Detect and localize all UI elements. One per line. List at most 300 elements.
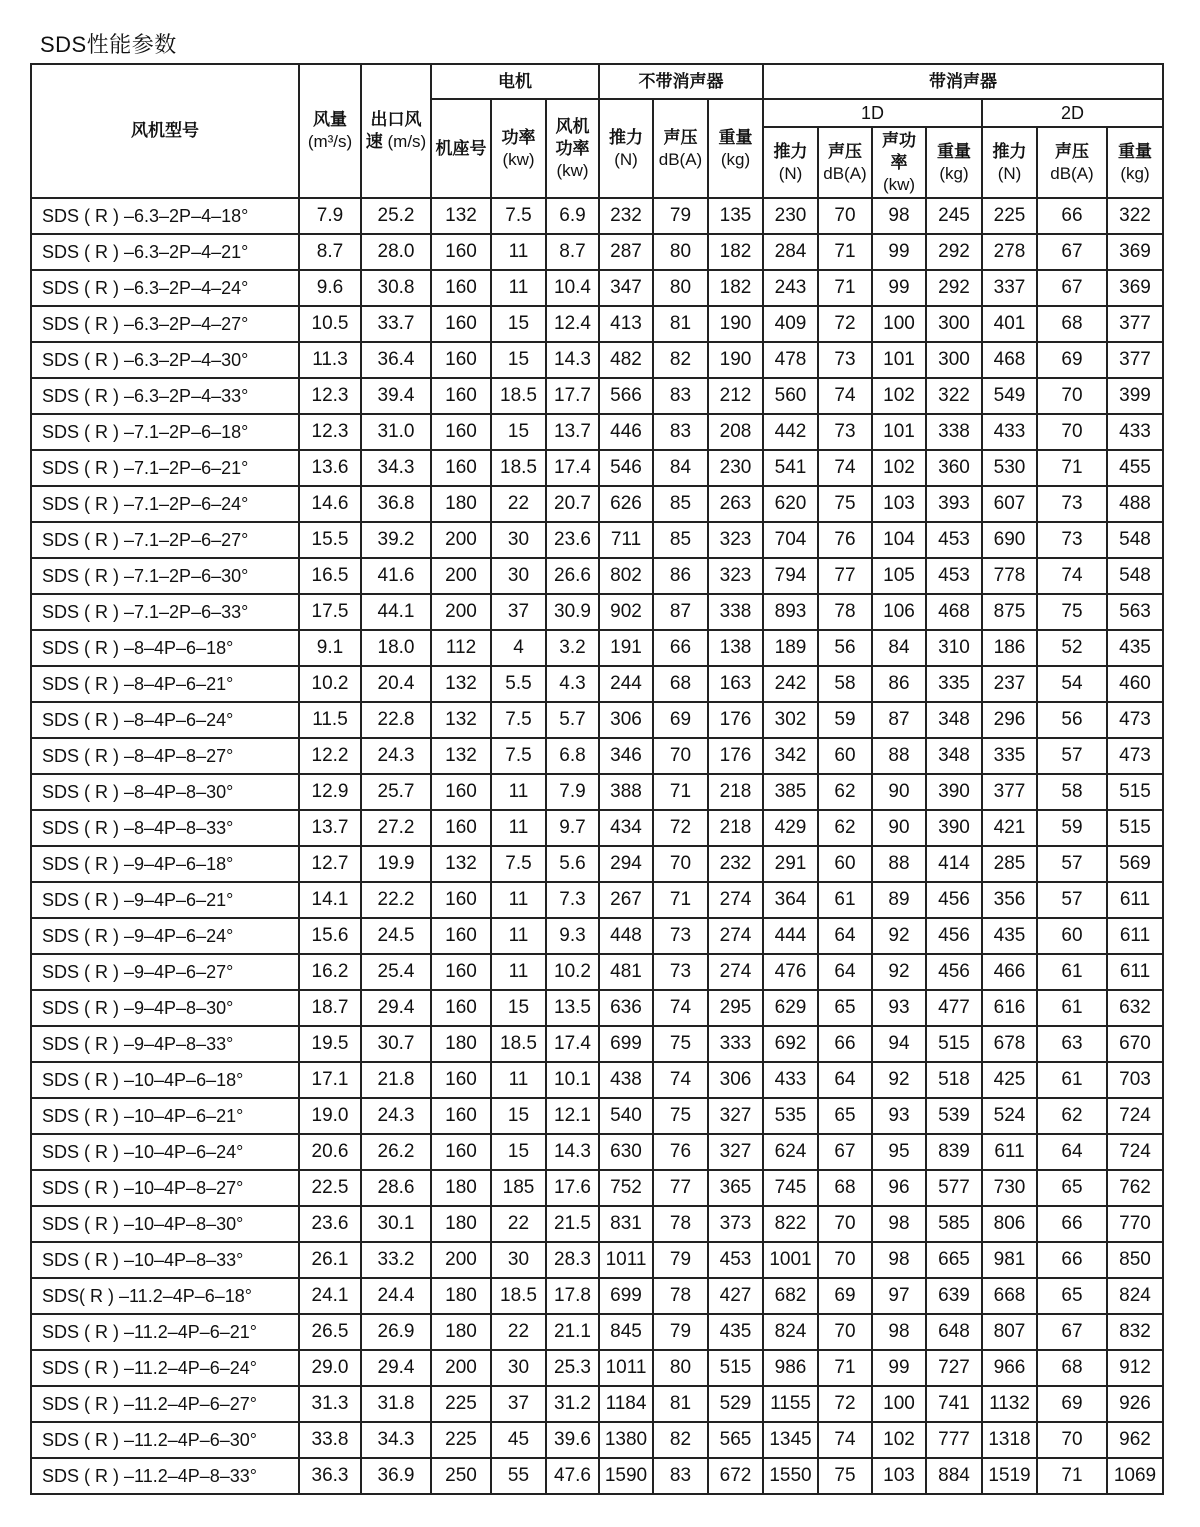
cell-ns-thrust: 346 <box>599 738 653 774</box>
cell-1d-thrust: 1345 <box>763 1422 818 1458</box>
cell-ns-spl: 70 <box>653 846 708 882</box>
cell-motor-frame: 160 <box>431 990 491 1026</box>
cell-ns-spl: 69 <box>653 702 708 738</box>
cell-ns-spl: 80 <box>653 1350 708 1386</box>
cell-fan-power: 30.9 <box>546 594 599 630</box>
cell-1d-swl: 93 <box>872 990 926 1026</box>
cell-1d-spl: 65 <box>818 1098 872 1134</box>
header-motor-power: 功率 (kw) <box>491 99 546 198</box>
cell-fan-power: 4.3 <box>546 666 599 702</box>
cell-2d-thrust: 377 <box>982 774 1037 810</box>
cell-1d-weight: 310 <box>926 630 982 666</box>
cell-motor-power: 11 <box>491 954 546 990</box>
cell-fan-power: 39.6 <box>546 1422 599 1458</box>
cell-ns-thrust: 1184 <box>599 1386 653 1422</box>
cell-model: SDS ( R ) –6.3–2P–4–27° <box>31 306 299 342</box>
cell-1d-swl: 102 <box>872 378 926 414</box>
cell-airflow: 15.6 <box>299 918 361 954</box>
cell-model: SDS ( R ) –6.3–2P–4–18° <box>31 198 299 234</box>
cell-airflow: 7.9 <box>299 198 361 234</box>
cell-2d-thrust: 778 <box>982 558 1037 594</box>
cell-1d-thrust: 629 <box>763 990 818 1026</box>
cell-outlet-speed: 31.8 <box>361 1386 431 1422</box>
cell-1d-spl: 62 <box>818 810 872 846</box>
cell-2d-weight: 369 <box>1107 234 1163 270</box>
cell-1d-spl: 70 <box>818 1242 872 1278</box>
header-2d-weight: 重量 (kg) <box>1107 127 1163 198</box>
cell-2d-thrust: 468 <box>982 342 1037 378</box>
cell-2d-spl: 69 <box>1037 1386 1107 1422</box>
cell-motor-frame: 200 <box>431 594 491 630</box>
cell-1d-swl: 99 <box>872 270 926 306</box>
cell-ns-thrust: 540 <box>599 1098 653 1134</box>
cell-fan-power: 10.2 <box>546 954 599 990</box>
cell-ns-weight: 327 <box>708 1098 763 1134</box>
cell-motor-power: 7.5 <box>491 702 546 738</box>
table-row <box>31 1422 1163 1458</box>
cell-2d-spl: 61 <box>1037 954 1107 990</box>
cell-ns-weight: 333 <box>708 1026 763 1062</box>
cell-2d-weight: 569 <box>1107 846 1163 882</box>
cell-1d-thrust: 745 <box>763 1170 818 1206</box>
cell-ns-spl: 73 <box>653 954 708 990</box>
cell-motor-power: 11 <box>491 774 546 810</box>
table-row <box>31 414 1163 450</box>
cell-1d-swl: 106 <box>872 594 926 630</box>
cell-1d-weight: 348 <box>926 738 982 774</box>
cell-model: SDS ( R ) –9–4P–8–33° <box>31 1026 299 1062</box>
cell-ns-weight: 263 <box>708 486 763 522</box>
cell-1d-spl: 70 <box>818 1314 872 1350</box>
cell-model: SDS ( R ) –8–4P–8–33° <box>31 810 299 846</box>
cell-1d-weight: 515 <box>926 1026 982 1062</box>
cell-fan-power: 23.6 <box>546 522 599 558</box>
cell-fan-power: 5.7 <box>546 702 599 738</box>
cell-1d-weight: 360 <box>926 450 982 486</box>
cell-fan-power: 21.5 <box>546 1206 599 1242</box>
cell-airflow: 26.1 <box>299 1242 361 1278</box>
cell-2d-weight: 488 <box>1107 486 1163 522</box>
cell-1d-thrust: 620 <box>763 486 818 522</box>
cell-model: SDS ( R ) –7.1–2P–6–30° <box>31 558 299 594</box>
cell-1d-thrust: 624 <box>763 1134 818 1170</box>
cell-2d-weight: 369 <box>1107 270 1163 306</box>
cell-2d-spl: 56 <box>1037 702 1107 738</box>
cell-1d-swl: 96 <box>872 1170 926 1206</box>
cell-1d-swl: 86 <box>872 666 926 702</box>
cell-ns-spl: 80 <box>653 270 708 306</box>
cell-motor-frame: 160 <box>431 918 491 954</box>
cell-2d-thrust: 421 <box>982 810 1037 846</box>
cell-motor-power: 4 <box>491 630 546 666</box>
cell-ns-thrust: 287 <box>599 234 653 270</box>
table-row <box>31 1314 1163 1350</box>
cell-1d-spl: 72 <box>818 1386 872 1422</box>
cell-1d-swl: 88 <box>872 846 926 882</box>
cell-1d-thrust: 291 <box>763 846 818 882</box>
cell-2d-spl: 52 <box>1037 630 1107 666</box>
cell-airflow: 18.7 <box>299 990 361 1026</box>
cell-motor-power: 7.5 <box>491 738 546 774</box>
cell-outlet-speed: 44.1 <box>361 594 431 630</box>
cell-1d-spl: 62 <box>818 774 872 810</box>
cell-model: SDS ( R ) –7.1–2P–6–27° <box>31 522 299 558</box>
cell-ns-spl: 85 <box>653 522 708 558</box>
cell-ns-weight: 163 <box>708 666 763 702</box>
cell-ns-spl: 87 <box>653 594 708 630</box>
cell-airflow: 29.0 <box>299 1350 361 1386</box>
cell-1d-swl: 92 <box>872 1062 926 1098</box>
header-group-2d: 2D <box>982 99 1163 127</box>
cell-fan-power: 9.3 <box>546 918 599 954</box>
cell-motor-frame: 160 <box>431 450 491 486</box>
cell-motor-frame: 160 <box>431 954 491 990</box>
cell-1d-spl: 66 <box>818 1026 872 1062</box>
table-row <box>31 522 1163 558</box>
cell-airflow: 12.7 <box>299 846 361 882</box>
cell-ns-spl: 71 <box>653 774 708 810</box>
cell-model: SDS ( R ) –9–4P–6–18° <box>31 846 299 882</box>
cell-motor-frame: 180 <box>431 486 491 522</box>
cell-motor-frame: 160 <box>431 774 491 810</box>
cell-2d-weight: 724 <box>1107 1098 1163 1134</box>
cell-2d-spl: 65 <box>1037 1278 1107 1314</box>
table-row <box>31 738 1163 774</box>
cell-outlet-speed: 24.3 <box>361 738 431 774</box>
cell-ns-weight: 565 <box>708 1422 763 1458</box>
cell-motor-frame: 200 <box>431 558 491 594</box>
header-group-1d: 1D <box>763 99 982 127</box>
cell-1d-spl: 74 <box>818 378 872 414</box>
cell-fan-power: 5.6 <box>546 846 599 882</box>
cell-ns-weight: 230 <box>708 450 763 486</box>
cell-motor-frame: 160 <box>431 378 491 414</box>
cell-model: SDS ( R ) –11.2–4P–6–30° <box>31 1422 299 1458</box>
cell-1d-spl: 70 <box>818 198 872 234</box>
cell-airflow: 11.3 <box>299 342 361 378</box>
performance-table <box>30 63 1164 1495</box>
cell-motor-power: 11 <box>491 234 546 270</box>
cell-fan-power: 28.3 <box>546 1242 599 1278</box>
cell-model: SDS ( R ) –8–4P–8–27° <box>31 738 299 774</box>
cell-1d-spl: 71 <box>818 1350 872 1386</box>
cell-airflow: 17.5 <box>299 594 361 630</box>
cell-1d-weight: 393 <box>926 486 982 522</box>
cell-fan-power: 20.7 <box>546 486 599 522</box>
cell-1d-spl: 76 <box>818 522 872 558</box>
cell-1d-thrust: 1001 <box>763 1242 818 1278</box>
cell-1d-swl: 102 <box>872 1422 926 1458</box>
cell-motor-frame: 160 <box>431 306 491 342</box>
cell-outlet-speed: 18.0 <box>361 630 431 666</box>
cell-fan-power: 26.6 <box>546 558 599 594</box>
cell-2d-thrust: 225 <box>982 198 1037 234</box>
cell-model: SDS ( R ) –6.3–2P–4–21° <box>31 234 299 270</box>
header-1d-swl: 声功 率 (kw) <box>872 127 926 198</box>
cell-motor-frame: 250 <box>431 1458 491 1494</box>
cell-2d-spl: 71 <box>1037 450 1107 486</box>
cell-model: SDS ( R ) –6.3–2P–4–24° <box>31 270 299 306</box>
header-fan-power: 风机 功率 (kw) <box>546 99 599 198</box>
cell-1d-thrust: 242 <box>763 666 818 702</box>
cell-ns-spl: 79 <box>653 1314 708 1350</box>
cell-ns-spl: 79 <box>653 1242 708 1278</box>
table-row <box>31 1062 1163 1098</box>
cell-2d-spl: 70 <box>1037 1422 1107 1458</box>
cell-ns-spl: 85 <box>653 486 708 522</box>
cell-ns-spl: 68 <box>653 666 708 702</box>
table-row <box>31 990 1163 1026</box>
cell-fan-power: 17.4 <box>546 450 599 486</box>
cell-airflow: 14.1 <box>299 882 361 918</box>
cell-airflow: 24.1 <box>299 1278 361 1314</box>
cell-1d-spl: 73 <box>818 414 872 450</box>
cell-ns-spl: 77 <box>653 1170 708 1206</box>
cell-1d-weight: 322 <box>926 378 982 414</box>
cell-2d-spl: 68 <box>1037 1350 1107 1386</box>
cell-airflow: 10.2 <box>299 666 361 702</box>
cell-ns-spl: 74 <box>653 990 708 1026</box>
cell-ns-thrust: 1380 <box>599 1422 653 1458</box>
cell-ns-spl: 75 <box>653 1098 708 1134</box>
header-group-with-silencer: 带消声器 <box>763 64 1163 99</box>
cell-ns-weight: 138 <box>708 630 763 666</box>
cell-motor-frame: 160 <box>431 1134 491 1170</box>
cell-outlet-speed: 25.4 <box>361 954 431 990</box>
cell-2d-weight: 433 <box>1107 414 1163 450</box>
cell-1d-weight: 453 <box>926 522 982 558</box>
cell-motor-frame: 180 <box>431 1170 491 1206</box>
cell-model: SDS ( R ) –10–4P–8–27° <box>31 1170 299 1206</box>
cell-1d-spl: 67 <box>818 1134 872 1170</box>
cell-model: SDS ( R ) –9–4P–8–30° <box>31 990 299 1026</box>
cell-outlet-speed: 28.0 <box>361 234 431 270</box>
cell-2d-spl: 74 <box>1037 558 1107 594</box>
cell-ns-thrust: 232 <box>599 198 653 234</box>
table-row <box>31 954 1163 990</box>
cell-1d-spl: 68 <box>818 1170 872 1206</box>
cell-outlet-speed: 25.7 <box>361 774 431 810</box>
cell-1d-swl: 99 <box>872 234 926 270</box>
cell-ns-spl: 66 <box>653 630 708 666</box>
cell-2d-thrust: 806 <box>982 1206 1037 1242</box>
cell-ns-weight: 212 <box>708 378 763 414</box>
cell-motor-power: 11 <box>491 882 546 918</box>
cell-airflow: 12.9 <box>299 774 361 810</box>
cell-2d-thrust: 278 <box>982 234 1037 270</box>
cell-1d-weight: 468 <box>926 594 982 630</box>
cell-2d-weight: 770 <box>1107 1206 1163 1242</box>
cell-model: SDS ( R ) –7.1–2P–6–21° <box>31 450 299 486</box>
cell-ns-thrust: 306 <box>599 702 653 738</box>
cell-2d-spl: 58 <box>1037 774 1107 810</box>
cell-1d-weight: 390 <box>926 810 982 846</box>
cell-fan-power: 10.1 <box>546 1062 599 1098</box>
cell-ns-thrust: 438 <box>599 1062 653 1098</box>
cell-1d-spl: 75 <box>818 486 872 522</box>
cell-airflow: 20.6 <box>299 1134 361 1170</box>
cell-2d-thrust: 678 <box>982 1026 1037 1062</box>
cell-fan-power: 17.6 <box>546 1170 599 1206</box>
cell-motor-frame: 200 <box>431 522 491 558</box>
cell-ns-spl: 83 <box>653 1458 708 1494</box>
cell-1d-swl: 87 <box>872 702 926 738</box>
cell-1d-weight: 245 <box>926 198 982 234</box>
cell-airflow: 10.5 <box>299 306 361 342</box>
cell-ns-spl: 74 <box>653 1062 708 1098</box>
cell-model: SDS ( R ) –8–4P–6–24° <box>31 702 299 738</box>
cell-1d-weight: 477 <box>926 990 982 1026</box>
cell-ns-weight: 306 <box>708 1062 763 1098</box>
cell-1d-weight: 292 <box>926 234 982 270</box>
cell-ns-weight: 274 <box>708 882 763 918</box>
cell-1d-spl: 64 <box>818 1062 872 1098</box>
cell-airflow: 31.3 <box>299 1386 361 1422</box>
cell-1d-weight: 456 <box>926 882 982 918</box>
header-ns-thrust: 推力 (N) <box>599 99 653 198</box>
cell-2d-weight: 611 <box>1107 954 1163 990</box>
cell-2d-spl: 73 <box>1037 522 1107 558</box>
cell-outlet-speed: 29.4 <box>361 1350 431 1386</box>
cell-2d-spl: 75 <box>1037 594 1107 630</box>
cell-2d-thrust: 335 <box>982 738 1037 774</box>
cell-2d-weight: 832 <box>1107 1314 1163 1350</box>
cell-motor-frame: 132 <box>431 738 491 774</box>
cell-model: SDS ( R ) –8–4P–6–18° <box>31 630 299 666</box>
cell-2d-thrust: 186 <box>982 630 1037 666</box>
cell-1d-thrust: 682 <box>763 1278 818 1314</box>
cell-ns-thrust: 752 <box>599 1170 653 1206</box>
cell-fan-power: 3.2 <box>546 630 599 666</box>
cell-motor-power: 5.5 <box>491 666 546 702</box>
cell-1d-swl: 90 <box>872 810 926 846</box>
cell-motor-power: 18.5 <box>491 1026 546 1062</box>
cell-1d-weight: 456 <box>926 954 982 990</box>
cell-2d-thrust: 807 <box>982 1314 1037 1350</box>
cell-2d-spl: 69 <box>1037 342 1107 378</box>
cell-outlet-speed: 21.8 <box>361 1062 431 1098</box>
cell-outlet-speed: 41.6 <box>361 558 431 594</box>
cell-motor-power: 22 <box>491 1206 546 1242</box>
cell-1d-swl: 102 <box>872 450 926 486</box>
cell-motor-frame: 200 <box>431 1350 491 1386</box>
table-row <box>31 378 1163 414</box>
cell-2d-weight: 460 <box>1107 666 1163 702</box>
cell-ns-weight: 453 <box>708 1242 763 1278</box>
cell-1d-weight: 741 <box>926 1386 982 1422</box>
cell-ns-weight: 323 <box>708 558 763 594</box>
cell-1d-weight: 648 <box>926 1314 982 1350</box>
cell-1d-thrust: 284 <box>763 234 818 270</box>
table-row <box>31 1170 1163 1206</box>
cell-model: SDS ( R ) –11.2–4P–6–21° <box>31 1314 299 1350</box>
cell-2d-thrust: 524 <box>982 1098 1037 1134</box>
cell-1d-weight: 456 <box>926 918 982 954</box>
cell-2d-thrust: 435 <box>982 918 1037 954</box>
cell-2d-weight: 563 <box>1107 594 1163 630</box>
cell-outlet-speed: 24.3 <box>361 1098 431 1134</box>
cell-model: SDS ( R ) –8–4P–8–30° <box>31 774 299 810</box>
cell-airflow: 22.5 <box>299 1170 361 1206</box>
cell-1d-swl: 104 <box>872 522 926 558</box>
cell-2d-weight: 473 <box>1107 702 1163 738</box>
cell-1d-weight: 839 <box>926 1134 982 1170</box>
cell-motor-power: 30 <box>491 1242 546 1278</box>
cell-airflow: 12.3 <box>299 414 361 450</box>
cell-1d-weight: 335 <box>926 666 982 702</box>
cell-1d-swl: 101 <box>872 342 926 378</box>
header-1d-thrust: 推力 (N) <box>763 127 818 198</box>
cell-outlet-speed: 36.8 <box>361 486 431 522</box>
cell-ns-weight: 529 <box>708 1386 763 1422</box>
cell-1d-swl: 89 <box>872 882 926 918</box>
cell-1d-thrust: 429 <box>763 810 818 846</box>
cell-motor-power: 55 <box>491 1458 546 1494</box>
cell-1d-thrust: 704 <box>763 522 818 558</box>
cell-2d-weight: 548 <box>1107 522 1163 558</box>
cell-motor-power: 15 <box>491 1098 546 1134</box>
header-2d-spl: 声压 dB(A) <box>1037 127 1107 198</box>
cell-model: SDS ( R ) –6.3–2P–4–30° <box>31 342 299 378</box>
cell-ns-thrust: 566 <box>599 378 653 414</box>
cell-1d-swl: 98 <box>872 1242 926 1278</box>
cell-1d-weight: 884 <box>926 1458 982 1494</box>
table-row <box>31 774 1163 810</box>
cell-1d-swl: 98 <box>872 1314 926 1350</box>
cell-motor-frame: 160 <box>431 810 491 846</box>
cell-2d-spl: 66 <box>1037 198 1107 234</box>
cell-motor-frame: 160 <box>431 270 491 306</box>
cell-motor-frame: 112 <box>431 630 491 666</box>
cell-1d-swl: 100 <box>872 306 926 342</box>
header-motor-frame: 机座号 <box>431 99 491 198</box>
cell-1d-thrust: 230 <box>763 198 818 234</box>
cell-airflow: 16.2 <box>299 954 361 990</box>
cell-ns-spl: 80 <box>653 234 708 270</box>
cell-2d-spl: 68 <box>1037 306 1107 342</box>
cell-airflow: 11.5 <box>299 702 361 738</box>
cell-1d-thrust: 824 <box>763 1314 818 1350</box>
cell-fan-power: 6.9 <box>546 198 599 234</box>
cell-1d-spl: 70 <box>818 1206 872 1242</box>
cell-fan-power: 14.3 <box>546 342 599 378</box>
cell-1d-thrust: 476 <box>763 954 818 990</box>
table-row <box>31 1458 1163 1494</box>
cell-outlet-speed: 34.3 <box>361 1422 431 1458</box>
header-group-no-silencer: 不带消声器 <box>599 64 763 99</box>
cell-2d-weight: 962 <box>1107 1422 1163 1458</box>
cell-model: SDS ( R ) –8–4P–6–21° <box>31 666 299 702</box>
cell-2d-spl: 60 <box>1037 918 1107 954</box>
cell-outlet-speed: 36.9 <box>361 1458 431 1494</box>
cell-motor-power: 37 <box>491 594 546 630</box>
header-ns-spl: 声压 dB(A) <box>653 99 708 198</box>
cell-1d-weight: 453 <box>926 558 982 594</box>
cell-1d-thrust: 560 <box>763 378 818 414</box>
cell-1d-thrust: 364 <box>763 882 818 918</box>
cell-1d-thrust: 893 <box>763 594 818 630</box>
cell-ns-weight: 323 <box>708 522 763 558</box>
cell-1d-spl: 73 <box>818 342 872 378</box>
cell-motor-power: 18.5 <box>491 378 546 414</box>
cell-1d-spl: 64 <box>818 954 872 990</box>
cell-1d-spl: 77 <box>818 558 872 594</box>
cell-fan-power: 12.4 <box>546 306 599 342</box>
cell-1d-weight: 585 <box>926 1206 982 1242</box>
cell-ns-thrust: 831 <box>599 1206 653 1242</box>
cell-2d-spl: 65 <box>1037 1170 1107 1206</box>
cell-ns-thrust: 434 <box>599 810 653 846</box>
